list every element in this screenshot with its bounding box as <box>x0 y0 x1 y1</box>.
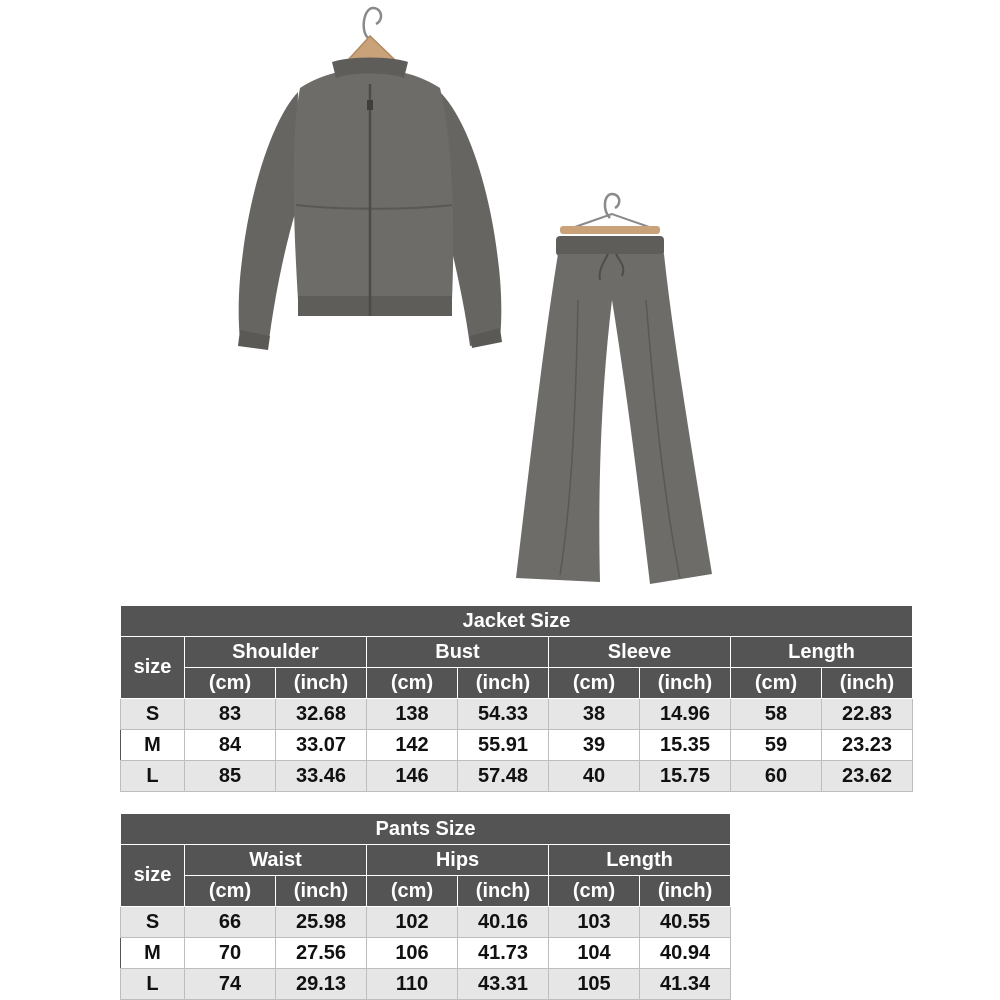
value-cell: 57.48 <box>458 761 549 792</box>
value-cell: 58 <box>731 699 822 730</box>
value-cell: 40.55 <box>640 907 731 938</box>
unit-header: (inch) <box>640 668 731 699</box>
value-cell: 60 <box>731 761 822 792</box>
pants-size-table <box>120 813 731 1000</box>
value-cell: 102 <box>367 907 458 938</box>
value-cell: 33.46 <box>276 761 367 792</box>
jacket-hanger-icon <box>348 8 395 60</box>
value-cell: 41.73 <box>458 938 549 969</box>
column-group-header: Length <box>549 845 731 876</box>
value-cell: 15.75 <box>640 761 731 792</box>
value-cell: 104 <box>549 938 640 969</box>
unit-header: (inch) <box>458 668 549 699</box>
jacket-image <box>238 58 502 351</box>
pants-hanger-icon <box>560 194 660 234</box>
value-cell: 39 <box>549 730 640 761</box>
value-cell: 83 <box>185 699 276 730</box>
column-group-header: Sleeve <box>549 637 731 668</box>
value-cell: 29.13 <box>276 969 367 1000</box>
value-cell: 105 <box>549 969 640 1000</box>
size-cell: M <box>121 938 185 969</box>
value-cell: 54.33 <box>458 699 549 730</box>
value-cell: 23.62 <box>822 761 913 792</box>
jacket-table-title: Jacket Size <box>121 606 913 637</box>
value-cell: 146 <box>367 761 458 792</box>
size-cell: M <box>121 730 185 761</box>
value-cell: 14.96 <box>640 699 731 730</box>
value-cell: 32.68 <box>276 699 367 730</box>
value-cell: 59 <box>731 730 822 761</box>
value-cell: 55.91 <box>458 730 549 761</box>
pants-image <box>516 236 712 584</box>
value-cell: 27.56 <box>276 938 367 969</box>
size-header: size <box>121 845 185 907</box>
value-cell: 74 <box>185 969 276 1000</box>
value-cell: 25.98 <box>276 907 367 938</box>
unit-header: (inch) <box>822 668 913 699</box>
value-cell: 103 <box>549 907 640 938</box>
value-cell: 41.34 <box>640 969 731 1000</box>
column-group-header: Hips <box>367 845 549 876</box>
value-cell: 38 <box>549 699 640 730</box>
value-cell: 40.94 <box>640 938 731 969</box>
value-cell: 142 <box>367 730 458 761</box>
value-cell: 40 <box>549 761 640 792</box>
unit-header: (cm) <box>185 668 276 699</box>
column-group-header: Shoulder <box>185 637 367 668</box>
table-row <box>121 969 731 1000</box>
unit-header: (cm) <box>549 876 640 907</box>
value-cell: 22.83 <box>822 699 913 730</box>
unit-header: (cm) <box>185 876 276 907</box>
unit-header: (cm) <box>367 668 458 699</box>
column-group-header: Waist <box>185 845 367 876</box>
size-cell: L <box>121 761 185 792</box>
value-cell: 23.23 <box>822 730 913 761</box>
value-cell: 66 <box>185 907 276 938</box>
size-header: size <box>121 637 185 699</box>
value-cell: 106 <box>367 938 458 969</box>
unit-header: (cm) <box>731 668 822 699</box>
value-cell: 40.16 <box>458 907 549 938</box>
size-cell: L <box>121 969 185 1000</box>
table-row <box>121 761 913 792</box>
unit-header: (inch) <box>276 876 367 907</box>
value-cell: 110 <box>367 969 458 1000</box>
unit-header: (cm) <box>549 668 640 699</box>
value-cell: 43.31 <box>458 969 549 1000</box>
table-row <box>121 938 731 969</box>
size-cell: S <box>121 907 185 938</box>
column-group-header: Length <box>731 637 913 668</box>
unit-header: (inch) <box>276 668 367 699</box>
value-cell: 15.35 <box>640 730 731 761</box>
size-cell: S <box>121 699 185 730</box>
unit-header: (inch) <box>458 876 549 907</box>
value-cell: 70 <box>185 938 276 969</box>
value-cell: 84 <box>185 730 276 761</box>
unit-header: (cm) <box>367 876 458 907</box>
column-group-header: Bust <box>367 637 549 668</box>
pants-table-title: Pants Size <box>121 814 731 845</box>
table-row <box>121 907 731 938</box>
unit-header: (inch) <box>640 876 731 907</box>
value-cell: 138 <box>367 699 458 730</box>
table-row <box>121 730 913 761</box>
table-row <box>121 699 913 730</box>
value-cell: 33.07 <box>276 730 367 761</box>
jacket-size-table <box>120 605 913 792</box>
value-cell: 85 <box>185 761 276 792</box>
